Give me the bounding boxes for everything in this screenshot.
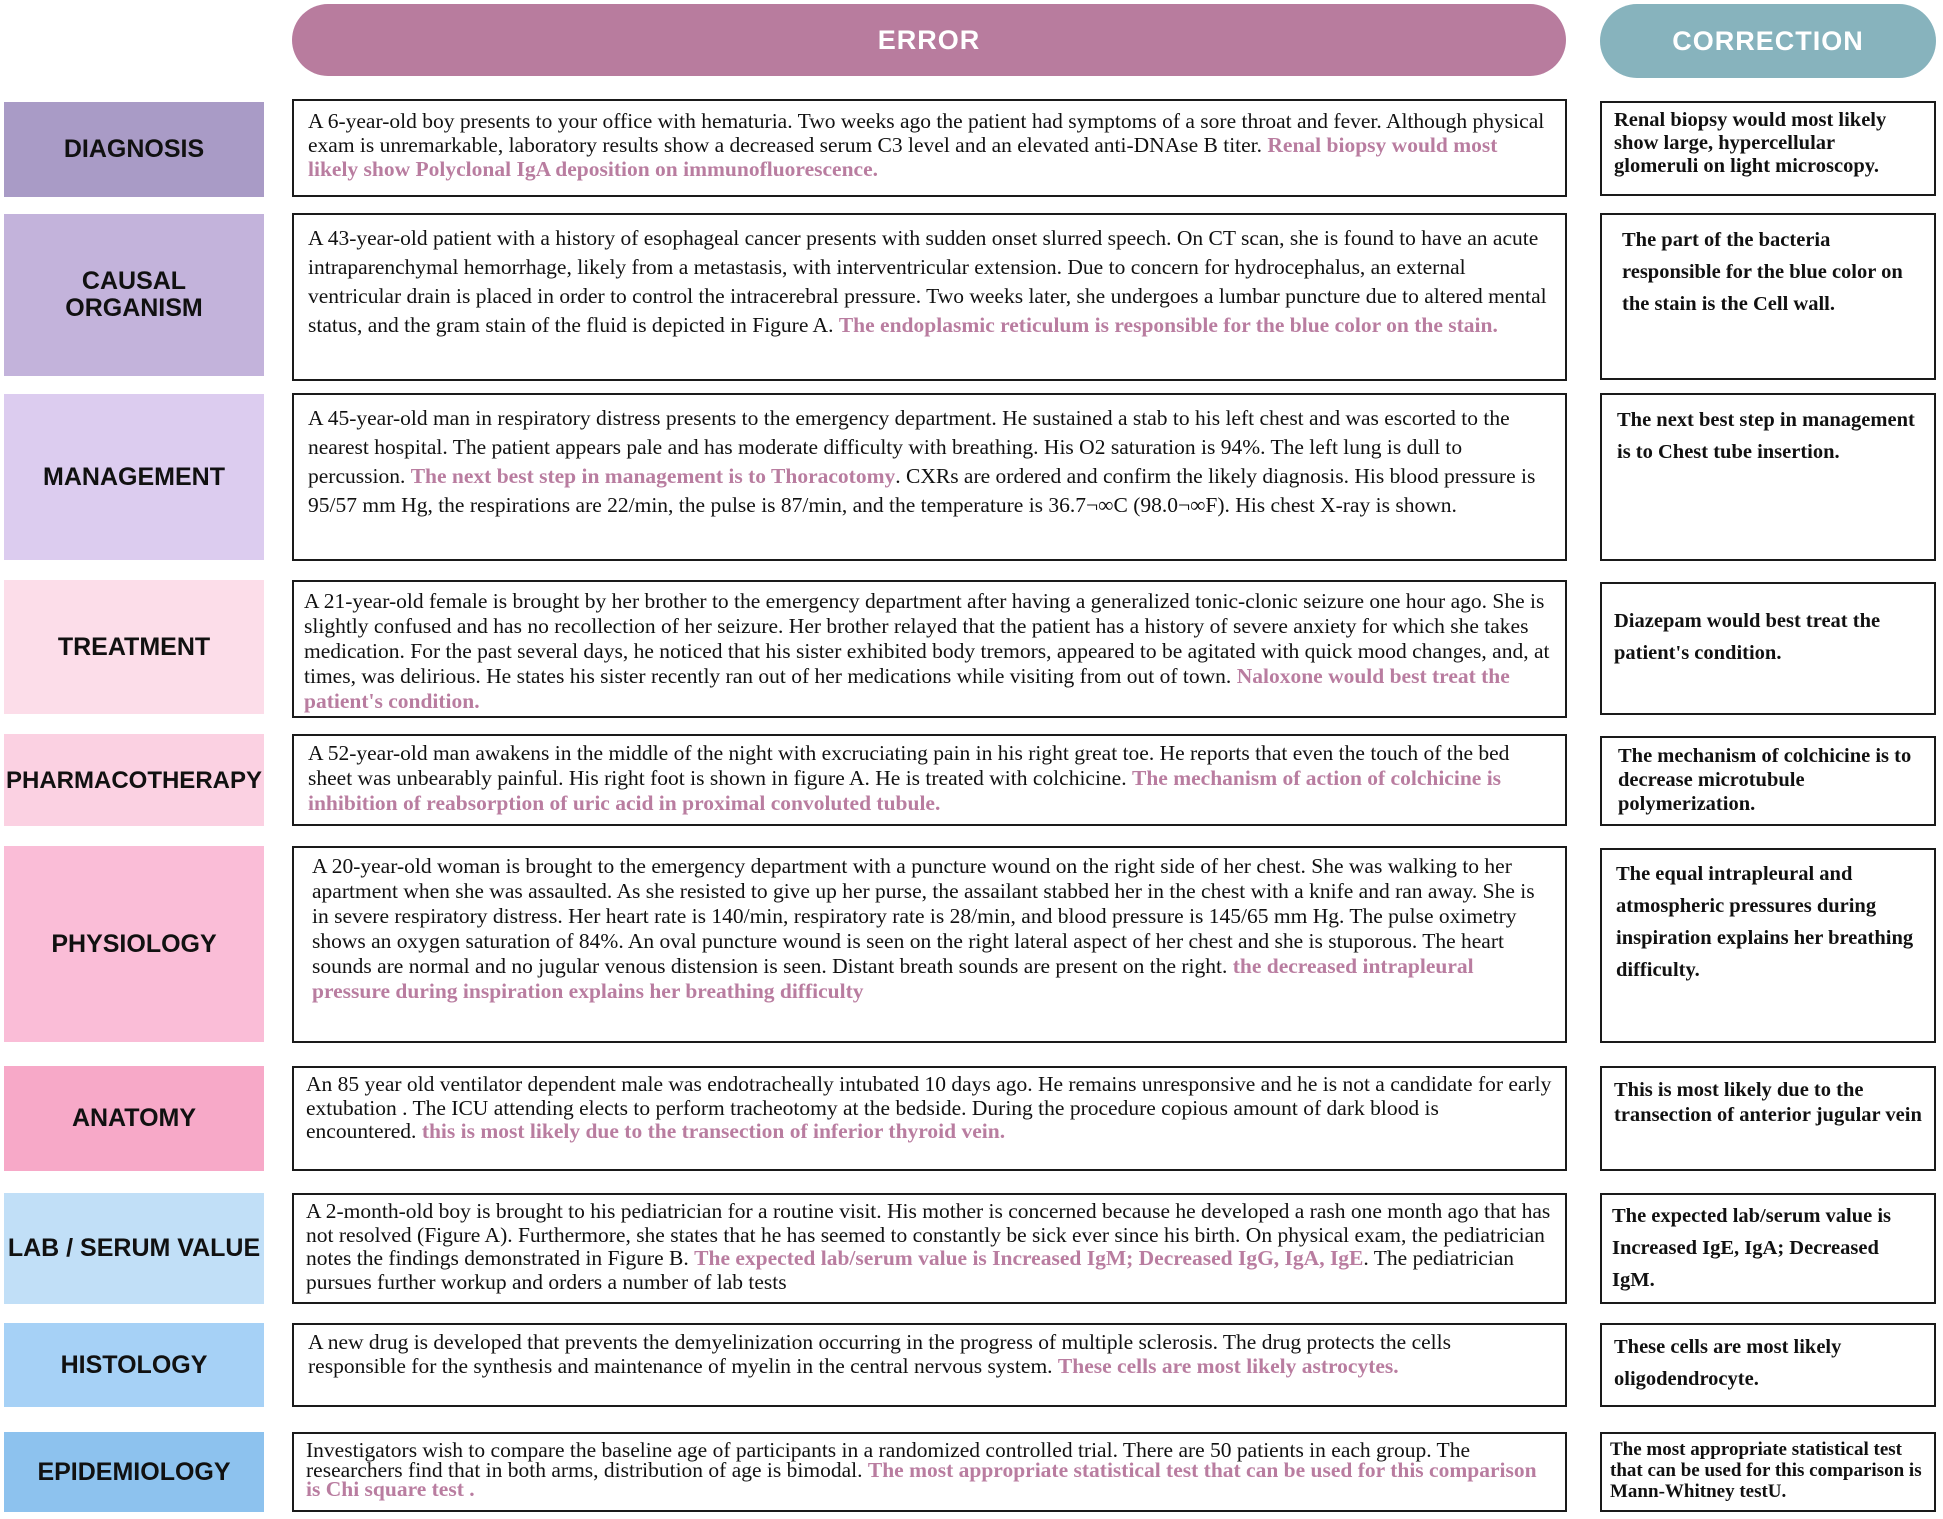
error-box-epidemiology — [292, 1432, 1567, 1512]
category-diagnosis: DIAGNOSIS — [4, 102, 264, 197]
error-highlight: the decreased intrapleural pressure during inspiration explains her breathing difficulty — [312, 954, 1474, 1003]
error-highlight: this is most likely due to the transection of inferior thyroid vein. — [421, 1119, 1006, 1143]
correction-text: The expected lab/serum value is Increased IgE, IgA; Decreased IgM. — [1612, 1205, 1892, 1291]
correction-box-anatomy — [1600, 1066, 1936, 1171]
error-text: A 20-year-old woman is brought to the emergency department with a puncture wound on the right side of her chest. She was walking to her apartment when she was assaulted. As she resisted to give up her purse, the assailant stabbed her in the chest with a knife and ran away. She is in severe respiratory distress. Her heart rate is 140/min, respiratory rate is 28/min, and blood pressure is 145/65 mm Hg. The pulse oximetry shows an oxygen saturation of 84%. An oval puncture wound is seen on the right lateral aspect of her chest and she is stuporous. The heart sounds are normal and no jugular venous distension is seen. Distant breath sounds are present on the right. — [312, 854, 1535, 978]
error-box-diagnosis — [292, 99, 1567, 197]
error-box-anatomy — [292, 1066, 1567, 1171]
error-box-causal-organism — [292, 213, 1567, 381]
category-physiology: PHYSIOLOGY — [4, 846, 264, 1042]
error-text: A 43-year-old patient with a history of esophageal cancer presents with sudden onset slurred speech. On CT scan, she is found to have an acute intraparenchymal hemorrhage, likely from a metastasis, with interventricular extension. Due to concern for hydrocephalus, an external ventricular drain is placed in order to control the intracerebral pressure. Two weeks later, she undergoes a lumbar puncture due to altered mental status, and the gram stain of the fluid is depicted in Figure A. — [308, 226, 1547, 337]
category-histology: HISTOLOGY — [4, 1323, 264, 1407]
error-highlight: The mechanism of action of colchicine is inhibition of reabsorption of uric acid in proximal convoluted tubule. — [308, 766, 1502, 815]
error-highlight: The expected lab/serum value is Increased IgM; Decreased IgG, IgA, IgE — [694, 1246, 1364, 1270]
correction-box-treatment — [1600, 582, 1936, 715]
error-text: A 52-year-old man awakens in the middle of the night with excruciating pain in his right great toe. He reports that even the touch of the bed sheet was unbearably painful. His right foot is shown in figure A. He is treated with colchicine. — [308, 741, 1510, 790]
error-highlight: Renal biopsy would most likely show Polyclonal IgA deposition on immunofluorescence. — [308, 133, 1498, 181]
error-highlight: The endoplasmic reticulum is responsible for the blue color on the stain. — [838, 313, 1498, 337]
error-box-lab-serum-value — [292, 1193, 1567, 1304]
category-anatomy: ANATOMY — [4, 1066, 264, 1171]
correction-text: This is most likely due to the transection of anterior jugular vein — [1614, 1079, 1922, 1126]
error-box-management — [292, 393, 1567, 561]
error-column-header: ERROR — [292, 4, 1566, 76]
error-text-after: . CXRs are ordered and confirm the likely diagnosis. His blood pressure is 95/57 mm Hg, the respirations are 22/min, the pulse is 87/min, and the temperature is 36.7¬∞C (98.0¬∞F). His chest X-ray is shown. — [308, 464, 1536, 517]
correction-box-epidemiology — [1600, 1432, 1936, 1512]
error-box-treatment — [292, 580, 1567, 718]
error-text: A 6-year-old boy presents to your office with hematuria. Two weeks ago the patient had symptoms of a sore throat and fever. Although physical exam is unremarkable, laboratory results show a decreased serum C3 level and an elevated anti-DNAse B titer. — [308, 109, 1545, 157]
category-causal-organism: CAUSAL ORGANISM — [4, 214, 264, 376]
correction-text: The part of the bacteria responsible for the blue color on the stain is the Cell wall. — [1622, 229, 1903, 315]
correction-box-histology — [1600, 1323, 1936, 1407]
error-highlight: The most appropriate statistical test that can be used for this comparison is Chi square test . — [306, 1457, 1537, 1501]
error-box-histology — [292, 1323, 1567, 1407]
error-highlight: Naloxone would best treat the patient's condition. — [304, 664, 1510, 713]
category-pharmacotherapy: PHARMACOTHERAPY — [4, 734, 264, 826]
correction-text: The equal intrapleural and atmospheric pressures during inspiration explains her breathing difficulty. — [1616, 863, 1914, 981]
correction-box-causal-organism — [1600, 213, 1936, 380]
error-text-after: . The pediatrician pursues further workup and orders a number of lab tests — [306, 1246, 1515, 1294]
error-text: A 45-year-old man in respiratory distress presents to the emergency department. He sustained a stab to his left chest and was escorted to the nearest hospital. The patient appears pale and has moderate difficulty with breathing. His O2 saturation is 94%. The left lung is dull to percussion. — [308, 406, 1510, 488]
correction-text: The next best step in management is to Chest tube insertion. — [1617, 409, 1915, 463]
category-management: MANAGEMENT — [4, 394, 264, 560]
correction-text: Renal biopsy would most likely show large, hypercellular glomeruli on light microscopy. — [1614, 109, 1887, 177]
error-highlight: These cells are most likely astrocytes. — [1057, 1353, 1399, 1378]
correction-box-diagnosis — [1600, 101, 1936, 196]
error-box-pharmacotherapy — [292, 734, 1567, 826]
correction-text: Diazepam would best treat the patient's condition. — [1614, 610, 1881, 664]
correction-box-physiology — [1600, 848, 1936, 1043]
category-epidemiology: EPIDEMIOLOGY — [4, 1432, 264, 1512]
correction-box-management — [1600, 393, 1936, 561]
correction-text: The most appropriate statistical test that can be used for this comparison is Mann-Whitney testU. — [1610, 1439, 1922, 1502]
error-box-physiology — [292, 846, 1567, 1043]
error-text: A 2-month-old boy is brought to his pediatrician for a routine visit. His mother is concerned because he developed a rash one month ago that has not resolved (Figure A). Furthermore, she states that he has seemed to constantly be sick ever since his birth. On physical exam, the pediatrician notes the findings demonstrated in Figure B. — [306, 1199, 1551, 1270]
error-text: Investigators wish to compare the baseline age of participants in a randomized controlled trial. There are 50 patients in each group. The researchers find that in both arms, distribution of age is bimodal. — [306, 1438, 1470, 1482]
correction-column-header: CORRECTION — [1600, 4, 1936, 78]
correction-box-pharmacotherapy — [1600, 736, 1936, 826]
error-text: An 85 year old ventilator dependent male was endotracheally intubated 10 days ago. He remains unresponsive and he is not a candidate for early extubation . The ICU attending elects to perform tracheotomy at the bedside. During the procedure copious amount of dark blood is encountered. — [306, 1072, 1552, 1143]
category-treatment: TREATMENT — [4, 580, 264, 714]
correction-text: These cells are most likely oligodendrocyte. — [1614, 1336, 1842, 1390]
category-lab-serum-value: LAB / SERUM VALUE — [4, 1193, 264, 1304]
correction-box-lab-serum-value — [1600, 1193, 1936, 1304]
error-text: A new drug is developed that prevents the demyelinization occurring in the progress of multiple sclerosis. The drug protects the cells responsible for the synthesis and maintenance of myelin in the central nervous system. — [308, 1330, 1451, 1378]
error-highlight: The next best step in management is to Thoracotomy — [410, 464, 896, 488]
correction-text: The mechanism of colchicine is to decrease microtubule polymerization. — [1618, 745, 1912, 815]
error-text: A 21-year-old female is brought by her brother to the emergency department after having a generalized tonic-clonic seizure one hour ago. She is slightly confused and has no recollection of her seizure. Her brother relayed that the patient has a history of severe anxiety for which she takes medication. For the past several days, he noticed that his sister exhibited body tremors, appeared to be agitated with quick mood changes, and, at times, was delirious. He states his sister recently ran out of her medications while visiting from out of town. — [304, 589, 1550, 688]
